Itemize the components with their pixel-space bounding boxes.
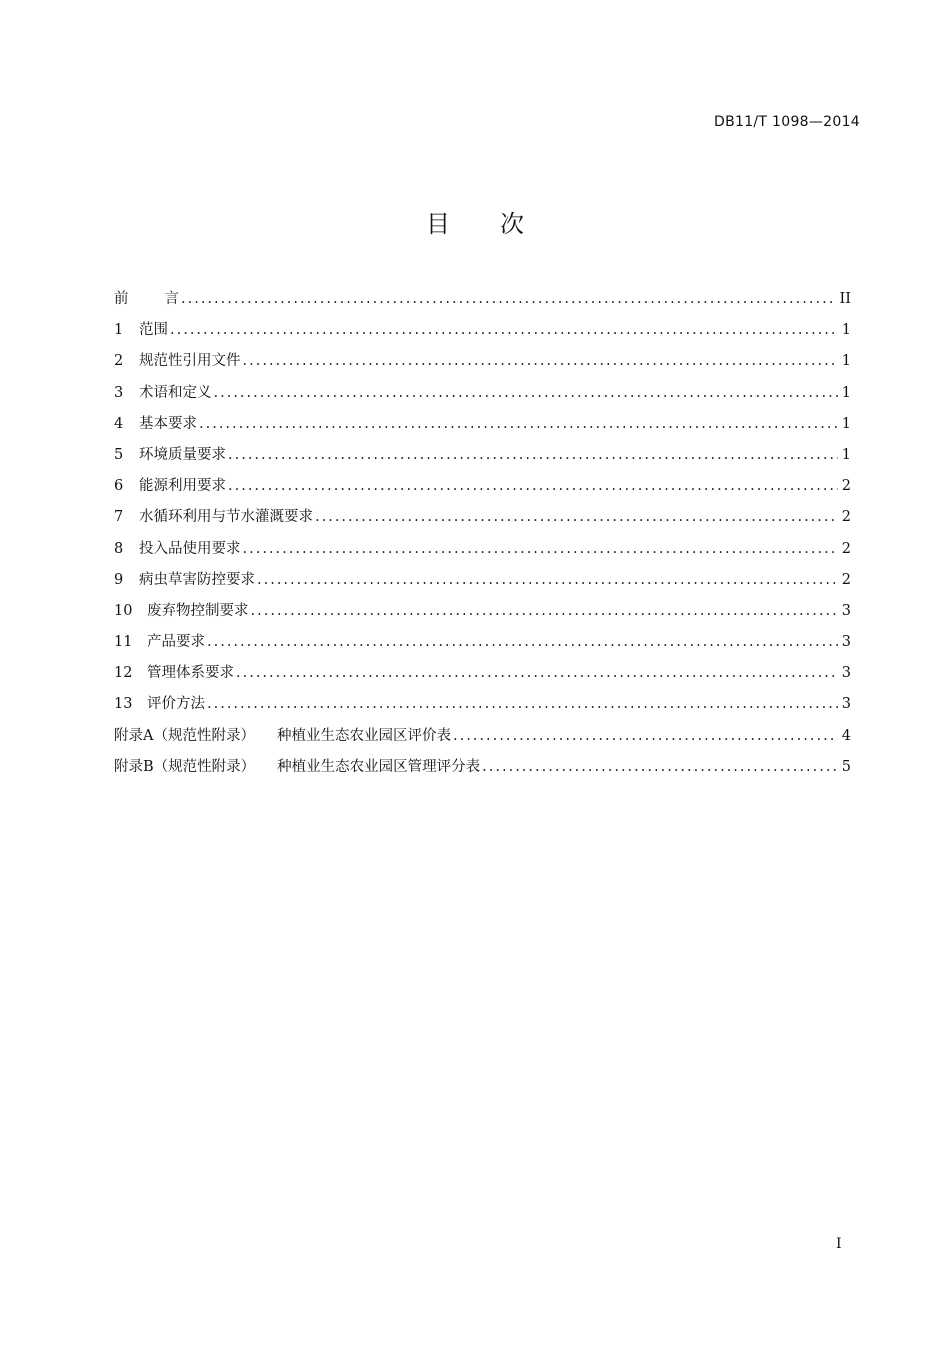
toc-entry-page: 1: [841, 322, 851, 339]
toc-entry-4[interactable]: [114, 409, 851, 440]
toc-entry-label: 管理体系要求: [147, 665, 234, 682]
toc-entry-label: 术语和定义: [139, 384, 212, 401]
toc-leader-dots: [243, 346, 838, 377]
toc-leader-dots: [228, 471, 838, 502]
toc-entry-number: 3: [114, 384, 124, 401]
toc-entry-page: 4: [841, 727, 851, 744]
toc-appendix-title: 种植业生态农业园区管理评分表: [277, 758, 481, 775]
toc-entry-label: 评价方法: [147, 696, 205, 713]
toc-entry-number: 13: [114, 696, 133, 713]
toc-appendix-title: 种植业生态农业园区评价表: [276, 727, 451, 744]
toc-entry-page: 1: [841, 415, 851, 432]
toc-entry-1[interactable]: [114, 315, 851, 346]
toc-entry-page: 3: [841, 634, 851, 651]
toc-leader-dots: [214, 378, 838, 409]
toc-entry-page: 5: [841, 758, 851, 775]
toc-leader-dots: [207, 627, 838, 658]
toc-entry-3[interactable]: [114, 378, 851, 409]
toc-entry-number: 6: [114, 478, 124, 495]
toc-entry-number: 5: [114, 446, 124, 463]
toc-entry-page: 3: [841, 665, 851, 682]
toc-entry-11[interactable]: [114, 627, 851, 658]
toc-entry-label: 水循环利用与节水灌溉要求: [139, 509, 313, 526]
toc-title: 目次: [426, 210, 574, 238]
toc-entry-number: 7: [114, 509, 124, 526]
toc-entry-page: 2: [841, 509, 851, 526]
toc-entry-page: 2: [841, 478, 851, 495]
toc-entry-foreword[interactable]: [114, 284, 851, 315]
toc-entry-12[interactable]: [114, 658, 851, 689]
toc-entry-label: 产品要求: [147, 634, 205, 651]
toc-entry-13[interactable]: [114, 689, 851, 720]
toc-entry-label: 规范性引用文件: [139, 353, 241, 370]
toc-entry-number: 9: [114, 571, 124, 588]
toc-entry-appendix-a[interactable]: [114, 721, 851, 752]
toc-leader-dots: [207, 689, 838, 720]
toc-entry-page: 1: [841, 446, 851, 463]
toc-entry-2[interactable]: [114, 346, 851, 377]
toc-entry-6[interactable]: [114, 471, 851, 502]
document-code: DB11/T 1098—2014: [714, 114, 860, 130]
toc-entry-number: 2: [114, 353, 124, 370]
toc-entry-5[interactable]: [114, 440, 851, 471]
toc-entry-page: 2: [841, 571, 851, 588]
toc-appendix-designation: 附录B（规范性附录）: [114, 758, 256, 775]
toc-entry-number: 10: [114, 602, 133, 619]
toc-leader-dots: [482, 752, 838, 783]
toc-entry-8[interactable]: [114, 534, 851, 565]
toc-entry-number: 12: [114, 665, 133, 682]
toc-leader-dots: [170, 315, 838, 346]
toc-leader-dots: [243, 534, 838, 565]
toc-entry-label: 投入品使用要求: [139, 540, 241, 557]
page-number: I: [836, 1236, 842, 1252]
toc-leader-dots: [453, 721, 838, 752]
toc-entry-7[interactable]: [114, 502, 851, 533]
toc-appendix-designation: 附录A（规范性附录）: [114, 727, 255, 744]
toc-entry-number: 4: [114, 415, 124, 432]
toc-entry-page: 1: [841, 353, 851, 370]
toc-entry-9[interactable]: [114, 565, 851, 596]
toc-leader-dots: [257, 565, 838, 596]
toc-entry-page: 2: [841, 540, 851, 557]
toc-entry-page: 3: [841, 602, 851, 619]
toc-entry-label: 病虫草害防控要求: [139, 571, 255, 588]
toc-entry-number: 8: [114, 540, 124, 557]
toc-entry-page: 1: [841, 384, 851, 401]
toc-entry-10[interactable]: [114, 596, 851, 627]
toc-entry-label: 范围: [139, 322, 168, 339]
table-of-contents: [114, 284, 851, 783]
toc-entry-label: 前言: [114, 291, 179, 307]
toc-leader-dots: [181, 284, 836, 315]
toc-leader-dots: [251, 596, 838, 627]
toc-leader-dots: [315, 502, 838, 533]
toc-entry-number: 11: [114, 634, 133, 651]
toc-entry-appendix-b[interactable]: [114, 752, 851, 783]
toc-entry-label: 废弃物控制要求: [147, 602, 249, 619]
toc-entry-label: 环境质量要求: [139, 446, 226, 463]
toc-leader-dots: [236, 658, 838, 689]
toc-entry-page: II: [839, 291, 851, 307]
toc-entry-label: 基本要求: [139, 415, 197, 432]
toc-entry-label: 能源利用要求: [139, 478, 226, 495]
toc-leader-dots: [199, 409, 838, 440]
toc-entry-number: 1: [114, 322, 124, 339]
toc-entry-page: 3: [841, 696, 851, 713]
toc-leader-dots: [228, 440, 838, 471]
